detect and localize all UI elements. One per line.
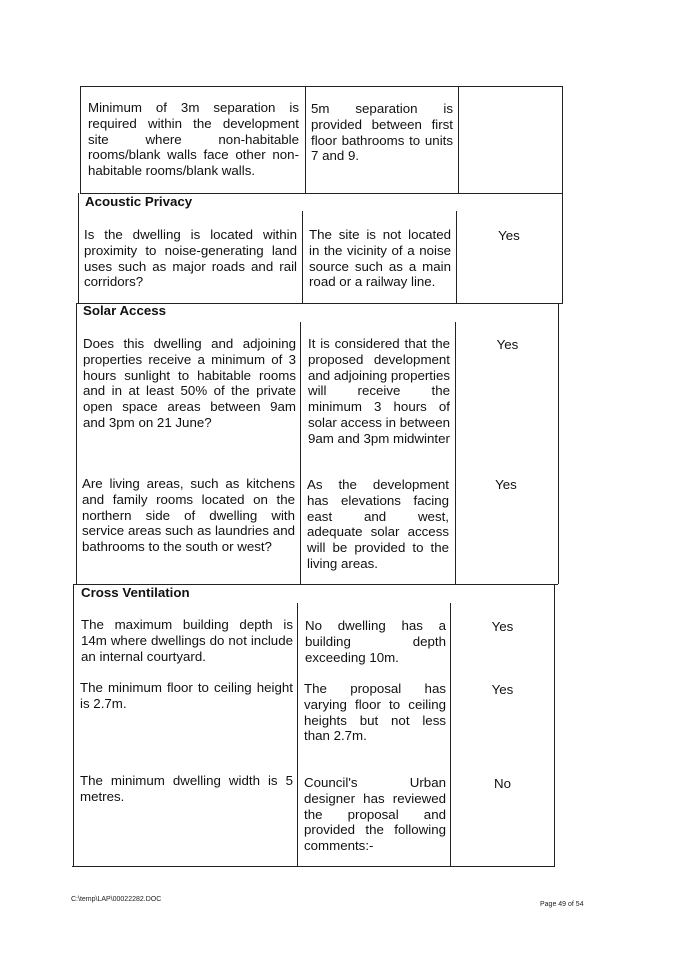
column-divider-1 <box>297 603 298 866</box>
table-left-border <box>78 193 79 303</box>
ventilation-requirement-2: The minimum floor to ceiling height is 2.7m. <box>80 680 293 711</box>
column-divider-1 <box>305 86 306 193</box>
solar-compliance-2: Yes <box>495 477 517 492</box>
acoustic-compliance: Yes <box>498 228 520 243</box>
column-divider-1 <box>302 211 303 303</box>
solar-requirement-2: Are living areas, such as kitchens and family rooms located on the northern side of dwelling with service areas such as laundries and bathrooms to the south or west? <box>82 476 295 555</box>
acoustic-requirement: Is the dwelling is located within proximity to noise-generating land uses such as major roads and rail corridors? <box>84 227 297 290</box>
section-heading-solar-access: Solar Access <box>83 303 167 318</box>
section-heading-acoustic-privacy: Acoustic Privacy <box>85 194 193 209</box>
acoustic-response: The site is not located in the vicinity of a noise source such as a main road or a railway line. <box>309 227 451 290</box>
ventilation-response-3: Council's Urban designer has reviewed the proposal and provided the following comments:- <box>304 775 446 854</box>
table-right-border <box>562 86 563 193</box>
solar-requirement-1: Does this dwelling and adjoining properties receive a minimum of 3 hours sunlight to habitable rooms and in at least 50% of the private open space areas between 9am and 3pm on 21 June? <box>83 336 296 430</box>
table-bottom-border <box>72 866 555 867</box>
separation-requirement: Minimum of 3m separation is required within the development site where non-habitable rooms/blank walls face other non-habitable rooms/blank walls. <box>88 100 299 179</box>
column-divider-2 <box>456 211 457 303</box>
solar-response-1: It is considered that the proposed development and adjoining properties will receive the minimum 3 hours of solar access in between 9am and 3pm midwinter <box>308 336 450 446</box>
table-right-border <box>554 584 555 866</box>
column-divider-2 <box>455 322 456 584</box>
column-divider-2 <box>450 603 451 866</box>
ventilation-compliance-2: Yes <box>491 682 514 697</box>
table-left-border <box>76 303 77 584</box>
table-top-border <box>80 86 563 87</box>
ventilation-compliance-1: Yes <box>491 619 514 634</box>
solar-compliance-1: Yes <box>496 337 519 352</box>
section-heading-cross-ventilation: Cross Ventilation <box>81 585 190 600</box>
table-right-border <box>558 303 559 584</box>
ventilation-requirement-1: The maximum building depth is 14m where dwellings do not include an internal courtyard. <box>81 617 293 664</box>
column-divider-2 <box>458 86 459 193</box>
ventilation-requirement-3: The minimum dwelling width is 5 metres. <box>80 773 293 804</box>
separation-response: 5m separation is provided between first floor bathrooms to units 7 and 9. <box>311 101 453 164</box>
ventilation-response-2: The proposal has varying floor to ceiling heights but not less than 2.7m. <box>304 681 446 744</box>
column-divider-1 <box>300 322 301 584</box>
table-left-border <box>80 86 81 193</box>
table-left-border <box>73 584 74 866</box>
footer-page-number: Page 49 of 54 <box>540 901 584 908</box>
table-right-border <box>562 193 563 303</box>
footer-file-path: C:\temp\LAP\00022282.DOC <box>71 896 162 903</box>
ventilation-compliance-3: No <box>494 776 511 791</box>
solar-response-2: As the development has elevations facing east and west, adequate solar access will be provided to the living areas. <box>307 477 449 571</box>
ventilation-response-1: No dwelling has a building depth exceeding 10m. <box>305 618 446 665</box>
